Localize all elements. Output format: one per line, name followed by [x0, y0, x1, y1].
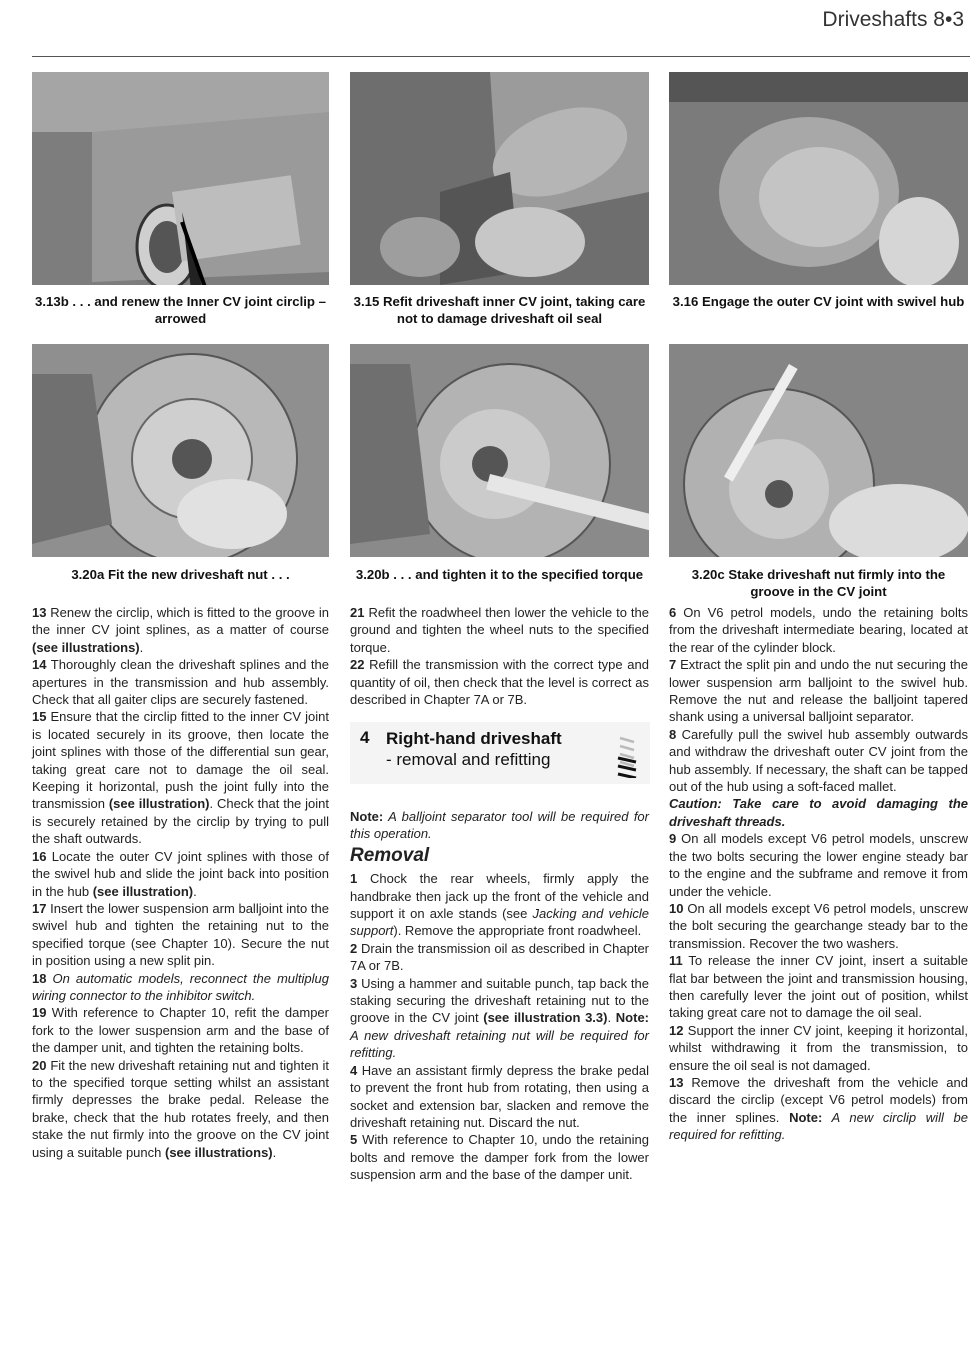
paragraph-14: 14 Thoroughly clean the driveshaft splines and the apertures in the transmission and hub assembly. Check that all gaiter clips are securely fastened. [32, 657, 329, 708]
caption-3-20c: 3.20c Stake driveshaft nut firmly into the groove in the CV joint [691, 567, 946, 599]
note-paragraph: Note: A balljoint separator tool will be required for this operation. [350, 809, 649, 842]
paragraph-18: 18 On automatic models, reconnect the multiplug wiring connector to the inhibitor switch. [32, 970, 329, 1003]
caption-3-16: 3.16 Engage the outer CV joint with swivel hub [672, 294, 965, 309]
section-heading-box [350, 722, 650, 784]
paragraph-5: 5 With reference to Chapter 10, undo the retaining bolts and remove the damper fork from the lower suspension arm and the base of the damper unit. [350, 1132, 649, 1183]
photo-3-15 [350, 72, 649, 285]
paragraph-1: 1 Chock the rear wheels, firmly apply the handbrake then jack up the front of the vehicle and support it on axle stands (see Jacking and vehicle support). Remove the appropriate front roadwheel. [350, 871, 649, 939]
photo-3-20a [32, 344, 329, 557]
photo-3-16 [669, 72, 968, 285]
paragraph-6: 6 On V6 petrol models, undo the retaining bolts from the driveshaft intermediate bearing, located at the rear of the cylinder block. [669, 605, 968, 655]
section-number: 4 [360, 728, 370, 747]
text-column-1 [32, 604, 329, 1161]
paragraph-8: 8 Carefully pull the swivel hub assembly outwards and withdraw the driveshaft outer CV joint from the hub assembly. If necessary, the shaft can be tapped out of the hub using a soft-faced mallet. [669, 726, 968, 795]
photo-3-20c [669, 344, 968, 557]
caption-3-20a: 3.20a Fit the new driveshaft nut . . . [71, 567, 290, 582]
header-rule [32, 56, 970, 57]
paragraph-9: 9 On all models except V6 petrol models, unscrew the two bolts securing the lower engine steady bar to the engine and the subframe and remove it from under the vehicle. [669, 831, 968, 899]
text-column-3 [669, 604, 968, 1144]
photo-3-13b [32, 72, 329, 285]
paragraph-19: 19 With reference to Chapter 10, refit the damper fork to the lower suspension arm and the base of the damper unit, and tighten the retaining bolts. [32, 1005, 329, 1056]
caption-3-13b: 3.13b . . . and renew the Inner CV joint circlip – arrowed [35, 294, 326, 326]
paragraph-2: 2 Drain the transmission oil as described in Chapter 7A or 7B. [350, 940, 649, 974]
caption-3-15: 3.15 Refit driveshaft inner CV joint, taking care not to damage driveshaft oil seal [353, 294, 646, 326]
caution-paragraph: Caution: Take care to avoid damaging the driveshaft threads. [669, 796, 968, 829]
paragraph-3: 3 Using a hammer and suitable punch, tap back the staking securing the driveshaft retaining nut to the groove in the CV joint (see illustration 3.3). Note: A new driveshaft retaining nut will be required for refitting. [350, 975, 649, 1061]
paragraph-16: 16 Locate the outer CV joint splines with those of the swivel hub and slide the joint back into position in the hub (see illustration). [32, 848, 329, 899]
paragraph-20: 20 Fit the new driveshaft retaining nut and tighten it to the specified torque setting whilst an assistant firmly depresses the brake pedal. Release the brake, check that the hub rotates freely, and then stake the nut firmly into the groove on the CV joint using a suitable punch (see illustrations). [32, 1057, 329, 1160]
paragraph-10: 10 On all models except V6 petrol models, unscrew the bolt securing the gearchange steady bar to the transmission. Recover the two washers. [669, 900, 968, 951]
removal-heading: Removal [350, 844, 430, 866]
text-column-2 [350, 604, 649, 708]
difficulty-rating-icon [616, 728, 638, 778]
paragraph-4: 4 Have an assistant firmly depress the brake pedal to prevent the front hub from rotating, then using a socket and extension bar, slacken and remove the driveshaft retaining nut. Discard the nut. [350, 1062, 649, 1130]
paragraph-12: 12 Support the inner CV joint, keeping it horizontal, whilst withdrawing it from the transmission, to ensure the oil seal is not damaged. [669, 1022, 968, 1073]
page-header-title: Driveshafts 8•3 [822, 8, 964, 31]
caption-3-20b: 3.20b . . . and tighten it to the specified torque [355, 567, 644, 582]
paragraph-7: 7 Extract the split pin and undo the nut securing the lower suspension arm balljoint to the swivel hub. Remove the nut and release the balljoint tapered shank using a universal balljoint separator. [669, 657, 968, 725]
text-column-2b [350, 808, 649, 1184]
paragraph-15: 15 Ensure that the circlip fitted to the inner CV joint is located securely in its groove, then locate the joint splines with those of the differential sun gear, taking great care not to damage the oil seal. Keeping it horizontal, push the joint fully into the transmission (see illustration). Check that the joint is securely retained by the circlip by trying to pull the shaft outwards. [32, 709, 329, 847]
paragraph-17: 17 Insert the lower suspension arm balljoint into the swivel hub and tighten the retaining nut to the specified torque (see Chapter 10). Secure the nut in position using a new split pin. [32, 900, 329, 969]
photo-3-20b [350, 344, 649, 557]
section-subtitle: - removal and refitting [386, 750, 551, 769]
paragraph-13b: 13 Remove the driveshaft from the vehicle and discard the circlip (except V6 petrol models) from the inner splines. Note: A new circlip will be required for refitting. [669, 1074, 968, 1143]
paragraph-13: 13 Renew the circlip, which is fitted to the groove in the inner CV joint splines, as a matter of course (see illustrations). [32, 605, 329, 655]
section-title: Right-hand driveshaft [386, 729, 562, 748]
paragraph-21: 21 Refit the roadwheel then lower the vehicle to the ground and tighten the wheel nuts to the specified torque. [350, 605, 649, 655]
paragraph-11: 11 To release the inner CV joint, insert a suitable flat bar between the joint and transmission housing, then carefully lever the joint out of position, whilst taking great care not to damage the oil seal. [669, 953, 968, 1021]
paragraph-22: 22 Refill the transmission with the correct type and quantity of oil, then check that the level is correct as described in Chapter 7A or 7B. [350, 657, 649, 708]
